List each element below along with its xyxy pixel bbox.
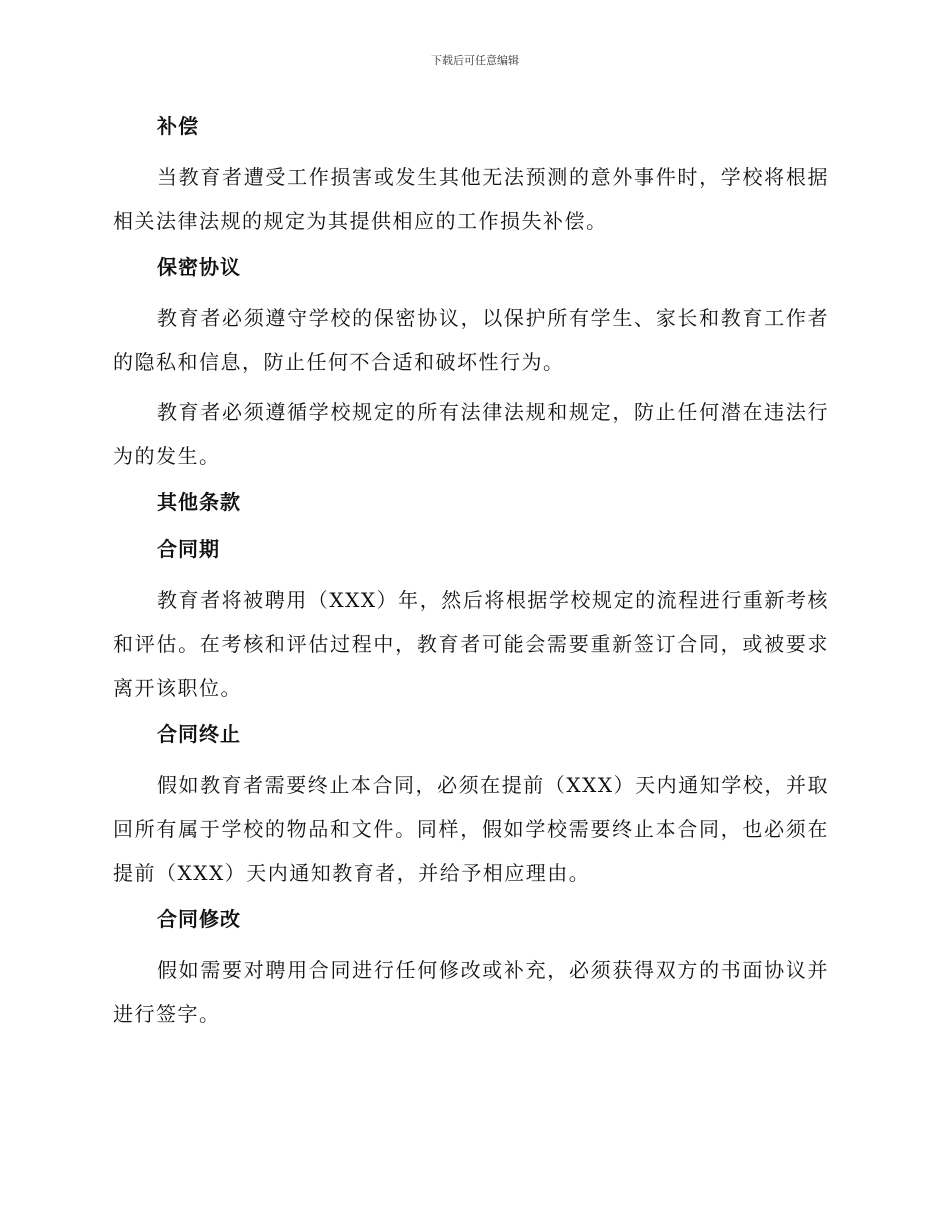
document-body: [113, 108, 829, 1036]
paragraph-confidentiality-2: 教育者必须遵循学校规定的所有法律法规和规定，防止任何潜在违法行为的发生。: [113, 400, 829, 468]
section-heading-compensation: 补偿: [157, 114, 199, 138]
paragraph-compensation: 当教育者遭受工作损害或发生其他无法预测的意外事件时，学校将根据相关法律法规的规定为其提供相应的工作损失补偿。: [113, 165, 829, 233]
paragraph-contract-termination: 假如教育者需要终止本合同，必须在提前（XXX）天内通知学校，并取回所有属于学校的物品和文件。同样，假如学校需要终止本合同，也必须在提前（XXX）天内通知教育者，并给予相应理由。: [113, 773, 829, 885]
section-heading-contract-termination: 合同终止: [157, 722, 241, 746]
section-heading-contract-period: 合同期: [157, 537, 220, 561]
page-header: 下载后可任意编辑: [431, 54, 519, 67]
paragraph-contract-period: 教育者将被聘用（XXX）年，然后将根据学校规定的流程进行重新考核和评估。在考核和评估过程中，教育者可能会需要重新签订合同，或被要求离开该职位。: [113, 588, 829, 700]
section-heading-contract-amendment: 合同修改: [157, 907, 241, 931]
paragraph-confidentiality-1: 教育者必须遵守学校的保密协议，以保护所有学生、家长和教育工作者的隐私和信息，防止任何不合适和破坏性行为。: [113, 306, 829, 374]
section-heading-confidentiality: 保密协议: [157, 255, 241, 279]
section-heading-other-terms: 其他条款: [157, 490, 241, 514]
paragraph-contract-amendment: 假如需要对聘用合同进行任何修改或补充，必须获得双方的书面协议并进行签字。: [113, 958, 829, 1026]
